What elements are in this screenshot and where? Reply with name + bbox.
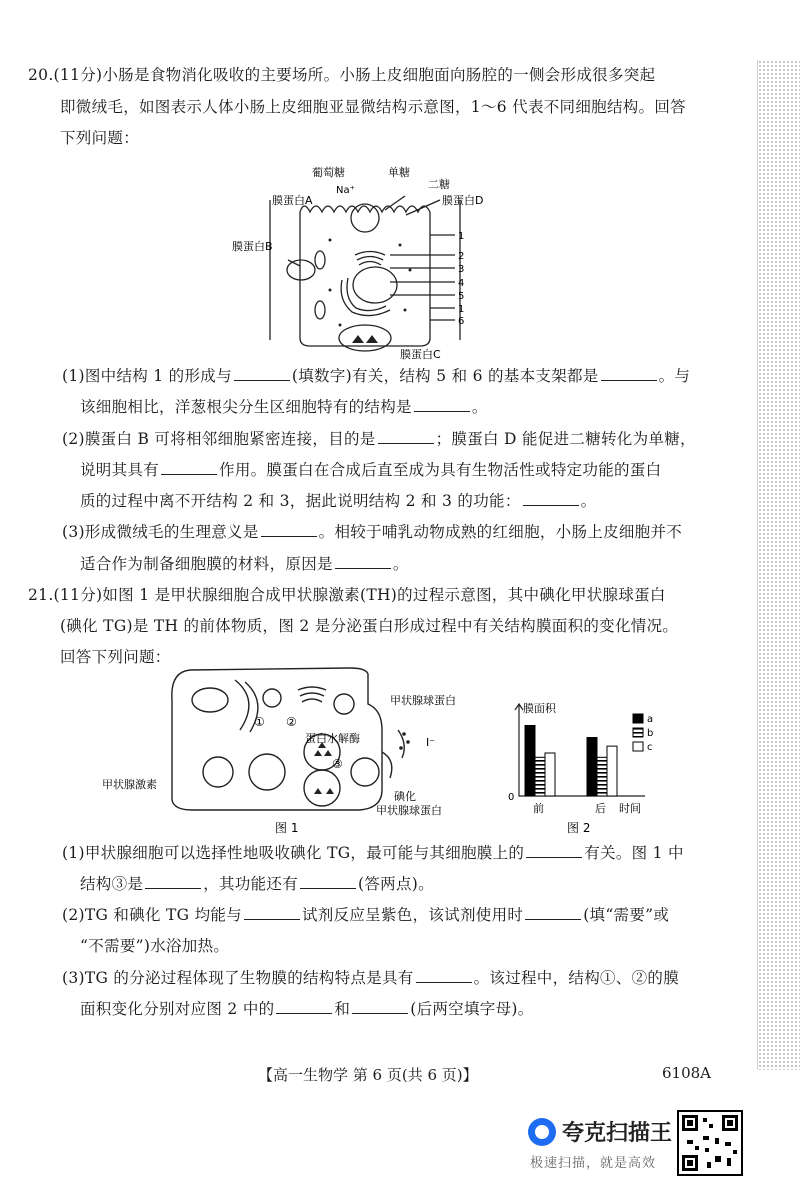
- answer-blank[interactable]: [416, 968, 472, 983]
- legend-swatch-b: [633, 728, 643, 737]
- label-iodized-1: 碘化: [394, 790, 416, 803]
- answer-blank[interactable]: [244, 905, 300, 920]
- answer-blank[interactable]: [300, 874, 356, 889]
- binding-margin: [757, 60, 800, 1070]
- q20-stem-line3: 下列问题：: [60, 129, 140, 147]
- bar-a-1: [587, 738, 597, 796]
- answer-blank[interactable]: [276, 999, 332, 1014]
- bar-a-0: [525, 725, 535, 796]
- legend-swatch-a: [633, 714, 643, 723]
- label-structure-4: 4: [458, 278, 465, 289]
- legend-swatch-c: [633, 742, 643, 751]
- q20-stem-line1: 20.(11分)小肠是食物消化吸收的主要场所。小肠上皮细胞面向肠腔的一侧会形成很多突起: [28, 66, 656, 84]
- q20-part1-line2: 该细胞相比，洋葱根尖分生区细胞特有的结构是 。: [80, 398, 488, 416]
- label-protein-a: 膜蛋白A: [272, 194, 313, 207]
- bar-c-0: [545, 753, 555, 796]
- label-glucose: 葡萄糖: [312, 166, 345, 179]
- label-circle-1: ①: [254, 715, 265, 729]
- legend-c: c: [647, 742, 653, 753]
- answer-blank[interactable]: [234, 366, 290, 381]
- figure1-caption: 图 1: [275, 821, 299, 835]
- q21-part2-line2: “不需要”)水浴加热。: [80, 937, 230, 955]
- answer-blank[interactable]: [414, 397, 470, 412]
- chart-x-before: 前: [533, 802, 544, 815]
- label-structure-1: 1: [458, 231, 465, 242]
- q21-stem-line2: (碘化 TG)是 TH 的前体物质，图 2 是分泌蛋白形成过程中有关结构膜面积的变化情况。: [60, 617, 679, 635]
- bar-c-1: [607, 746, 617, 796]
- q21-part3-line1: (3)TG 的分泌过程体现了生物膜的结构特点是具有 。该过程中，结构①、②的膜: [62, 969, 680, 987]
- label-protein-d: 膜蛋白D: [442, 194, 484, 207]
- label-structure-5: 5: [458, 291, 465, 302]
- q20-part1-line1: (1)图中结构 1 的形成与 (填数字)有关，结构 5 和 6 的基本支架都是 。与: [62, 367, 691, 385]
- page-footer-title: 【高一生物学 第 6 页(共 6 页)】: [258, 1066, 478, 1084]
- label-structure-2: 2: [458, 251, 465, 262]
- q20-part2-line1: (2)膜蛋白 B 可将相邻细胞紧密连接，目的是 ；膜蛋白 D 能促进二糖转化为单糖，: [62, 430, 696, 448]
- label-thyroid-hormone: 甲状腺激素: [102, 778, 157, 791]
- answer-blank[interactable]: [145, 874, 201, 889]
- label-thyroglobulin: 甲状腺球蛋白: [390, 694, 456, 707]
- q21-figure1-thyroid-cell: [100, 660, 500, 840]
- answer-blank[interactable]: [525, 905, 581, 920]
- label-circle-2: ②: [286, 715, 297, 729]
- chart-xlabel: 时间: [619, 802, 641, 815]
- label-iodized-2: 甲状腺球蛋白: [376, 804, 442, 817]
- q20-part3-line1: (3)形成微绒毛的生理意义是 。相较于哺乳动物成熟的红细胞，小肠上皮细胞并不: [62, 523, 683, 541]
- label-iodide: I⁻: [426, 736, 436, 749]
- q21-stem-line1: 21.(11分)如图 1 是甲状腺细胞合成甲状腺激素(TH)的过程示意图，其中碘化甲状腺球蛋白: [28, 586, 666, 604]
- scanner-slogan: 极速扫描，就是高效: [530, 1156, 657, 1171]
- qr-code-icon: [677, 1110, 743, 1176]
- q20-stem-line2: 即微绒毛，如图表示人体小肠上皮细胞亚显微结构示意图，1～6 代表不同细胞结构。回答: [60, 98, 686, 116]
- page-footer-code: 6108A: [662, 1064, 712, 1082]
- q21-part2-line1: (2)TG 和碘化 TG 均能与 试剂反应呈紫色，该试剂使用时 (填“需要”或: [62, 906, 670, 924]
- q20-part2-line3: 质的过程中离不开结构 2 和 3，据此说明结构 2 和 3 的功能： 。: [80, 492, 597, 510]
- answer-blank[interactable]: [601, 366, 657, 381]
- label-structure-6: 6: [458, 316, 465, 327]
- figure2-caption: 图 2: [567, 821, 591, 835]
- answer-blank[interactable]: [523, 491, 579, 506]
- q21-part1-line1: (1)甲状腺细胞可以选择性地吸收碘化 TG，最可能与其细胞膜上的 有关。图 1 中: [62, 844, 684, 862]
- chart-legend: [633, 714, 653, 753]
- chart-x-after: 后: [595, 802, 606, 815]
- q21-figure2-bar-chart: [495, 700, 675, 840]
- answer-blank[interactable]: [352, 999, 408, 1014]
- legend-b: b: [647, 728, 654, 739]
- q21-part1-line2: 结构③是 ，其功能还有 (答两点)。: [80, 875, 434, 893]
- chart-origin: 0: [508, 792, 515, 803]
- q20-part3-line2: 适合作为制备细胞膜的材料，原因是 。: [80, 555, 409, 573]
- label-structure-3: 3: [458, 264, 465, 275]
- answer-blank[interactable]: [335, 554, 391, 569]
- scanner-brand: 夸克扫描王: [562, 1121, 673, 1146]
- label-protease: 蛋白水解酶: [305, 732, 360, 745]
- label-protein-b: 膜蛋白B: [232, 240, 273, 253]
- bar-b-1: [597, 757, 607, 796]
- q21-stem-line3: 回答下列问题：: [60, 648, 171, 666]
- label-protein-c: 膜蛋白C: [400, 348, 441, 360]
- bar-b-0: [535, 757, 545, 796]
- chart-ylabel: 膜面积: [523, 702, 556, 715]
- label-na-ion: Na⁺: [336, 185, 355, 196]
- scanner-logo-icon: [528, 1118, 556, 1146]
- label-circle-3: ③: [332, 757, 343, 771]
- label-monosaccharide: 单糖: [388, 166, 410, 179]
- q20-cell-diagram: [230, 160, 530, 360]
- answer-blank[interactable]: [526, 843, 582, 858]
- q20-part2-line2: 说明其具有 作用。膜蛋白在合成后直至成为具有生物活性或特定功能的蛋白: [80, 461, 662, 479]
- answer-blank[interactable]: [261, 522, 317, 537]
- answer-blank[interactable]: [378, 429, 434, 444]
- legend-a: a: [647, 714, 654, 725]
- answer-blank[interactable]: [161, 460, 217, 475]
- q21-part3-line2: 面积变化分别对应图 2 中的 和 (后两空填字母)。: [80, 1000, 534, 1018]
- label-structure-1b: 1: [458, 304, 465, 315]
- label-disaccharide: 二糖: [428, 178, 450, 191]
